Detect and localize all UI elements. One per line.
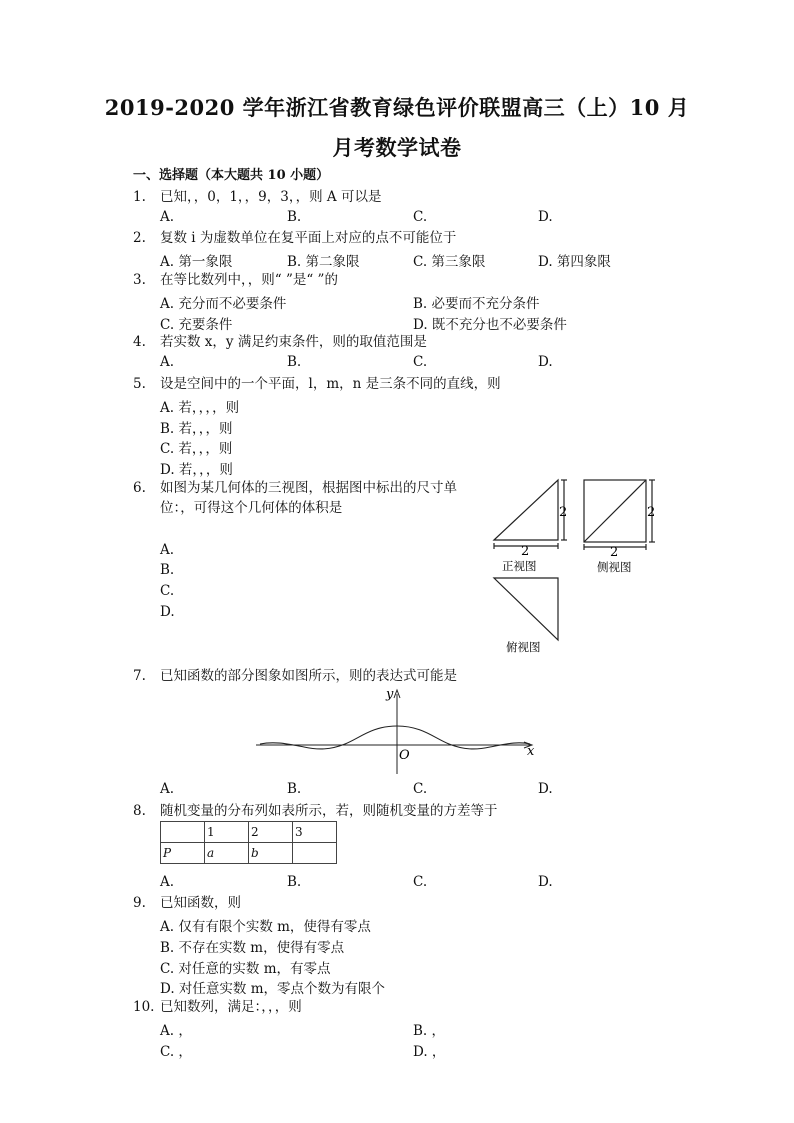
function-graph <box>250 686 550 778</box>
option-d: D. 对任意实数 m，零点个数为有限个 <box>160 981 386 997</box>
exam-title-line2: 月考数学试卷 <box>332 135 462 160</box>
table-cell: 1 <box>205 822 249 843</box>
option-b: B. 若，，，则 <box>160 421 233 437</box>
option-b: B. 不存在实数 m，使得有零点 <box>160 940 345 956</box>
option-a: A. <box>160 874 175 890</box>
origin-label: O <box>399 748 410 763</box>
option-d: D. <box>538 354 553 370</box>
option-d: D. <box>538 781 553 797</box>
front-view-label: 正视图 <box>502 559 537 573</box>
side-width-label: 2 <box>610 545 619 560</box>
option-a: A. 仅有有限个实数 m，使得有零点 <box>160 919 371 935</box>
section-heading: 一、选择题（本大题共 10 小题） <box>133 168 330 183</box>
table-cell: a <box>205 843 249 864</box>
question-number: 7. <box>133 668 146 684</box>
front-view <box>494 480 567 549</box>
table-row <box>161 843 337 864</box>
option-b: B. <box>287 209 302 225</box>
table-cell: 2 <box>249 822 293 843</box>
question-number: 10. <box>133 999 155 1015</box>
top-view-label: 俯视图 <box>506 640 541 654</box>
option-c: C. ， <box>160 1044 192 1060</box>
option-d: D. 若，，，则 <box>160 462 233 478</box>
question-text: 若实数 x，y 满足约束条件，则的取值范围是 <box>160 334 427 350</box>
question-text-line2: 位：，可得这个几何体的体积是 <box>160 500 343 516</box>
table-cell <box>293 843 337 864</box>
side-view <box>584 480 655 550</box>
option-a: A. 第一象限 <box>160 254 233 270</box>
question-number: 5. <box>133 376 146 392</box>
table-cell: b <box>249 843 293 864</box>
option-d: D. 既不充分也不必要条件 <box>413 317 567 333</box>
top-view <box>494 578 558 640</box>
option-a: A. <box>160 781 175 797</box>
option-b: B. <box>287 874 302 890</box>
distribution-table <box>160 821 337 864</box>
option-a: A. <box>160 209 175 225</box>
function-curve <box>260 726 530 749</box>
front-height-label: 2 <box>559 505 568 520</box>
option-b: B. <box>287 781 302 797</box>
option-b: B. <box>160 562 175 578</box>
y-axis-label: y <box>386 687 394 702</box>
table-cell <box>161 822 205 843</box>
side-height-label: 2 <box>647 505 656 520</box>
question-number: 6. <box>133 480 146 496</box>
table-row <box>161 822 337 843</box>
x-axis-label: x <box>527 744 535 759</box>
option-c: C. <box>413 354 428 370</box>
question-number: 9. <box>133 895 146 911</box>
option-b: B. 必要而不充分条件 <box>413 296 540 312</box>
question-text-line1: 如图为某几何体的三视图，根据图中标出的尺寸单 <box>160 480 457 496</box>
option-d: D. <box>538 874 553 890</box>
option-a: A. <box>160 354 175 370</box>
option-c: C. <box>413 874 428 890</box>
question-number: 1. <box>133 189 146 205</box>
option-b: B. <box>287 354 302 370</box>
question-text: 已知函数的部分图象如图所示，则的表达式可能是 <box>160 668 457 684</box>
option-d: D. <box>538 209 553 225</box>
question-text: 已知数列，满足：，，，则 <box>160 999 302 1015</box>
table-cell: P <box>161 843 205 864</box>
option-d: D. ， <box>413 1044 446 1060</box>
question-text: 已知函数，则 <box>160 895 241 911</box>
question-text: 已知，，0，1，，9，3，，则 A 可以是 <box>160 189 382 205</box>
option-c: C. 若，，，则 <box>160 441 233 457</box>
option-b: B. 第二象限 <box>287 254 360 270</box>
front-width-label: 2 <box>521 544 530 559</box>
question-number: 3. <box>133 272 146 288</box>
option-c: C. 对任意的实数 m，有零点 <box>160 961 331 977</box>
question-text: 复数 i 为虚数单位在复平面上对应的点不可能位于 <box>160 230 457 246</box>
question-number: 8. <box>133 803 146 819</box>
option-a: A. 若，，，，则 <box>160 400 240 416</box>
three-view-figure <box>486 474 676 660</box>
option-d: D. <box>160 604 175 620</box>
question-number: 2. <box>133 230 146 246</box>
option-c: C. <box>413 781 428 797</box>
question-number: 4. <box>133 334 146 350</box>
table-cell: 3 <box>293 822 337 843</box>
option-c: C. 第三象限 <box>413 254 486 270</box>
option-a: A. ， <box>160 1023 192 1039</box>
option-b: B. ， <box>413 1023 446 1039</box>
question-text: 在等比数列中，，则“ ”是“ ”的 <box>160 272 338 288</box>
option-a: A. 充分而不必要条件 <box>160 296 287 312</box>
option-d: D. 第四象限 <box>538 254 611 270</box>
option-c: C. <box>160 583 175 599</box>
option-c: C. 充要条件 <box>160 317 233 333</box>
option-a: A. <box>160 542 175 558</box>
question-text: 设是空间中的一个平面，l，m，n 是三条不同的直线，则 <box>160 376 501 392</box>
exam-title-line1: 2019-2020 学年浙江省教育绿色评价联盟高三（上）10 月 <box>104 95 690 120</box>
question-text: 随机变量的分布列如表所示，若，则随机变量的方差等于 <box>160 803 498 819</box>
option-c: C. <box>413 209 428 225</box>
side-view-label: 侧视图 <box>597 560 632 574</box>
